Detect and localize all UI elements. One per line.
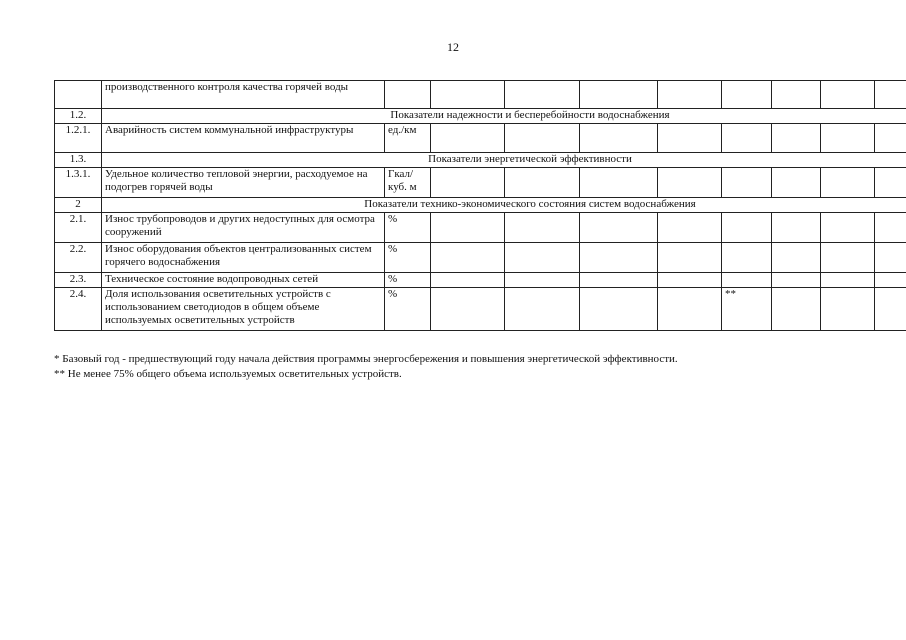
value-cell [505, 288, 580, 331]
footnote-lighting: ** Не менее 75% общего объема используемых осветительных устройств. [54, 368, 402, 380]
value-cell [772, 243, 821, 273]
indicator-name: Удельное количество тепловой энергии, расходуемое на подогрев горячей воды [102, 168, 385, 198]
unit-cell: % [385, 288, 431, 331]
row-number: 1.3.1. [55, 168, 102, 198]
value-cell [772, 81, 821, 109]
value-cell [505, 213, 580, 243]
value-cell [772, 288, 821, 331]
value-cell [722, 168, 772, 198]
table-row [55, 243, 906, 273]
section-number: 1.2. [55, 109, 102, 124]
value-cell [505, 243, 580, 273]
value-cell [772, 168, 821, 198]
table-row [55, 168, 906, 198]
indicator-name: Доля использования осветительных устройств с использованием светодиодов в общем объеме используемых осветительных устройств [102, 288, 385, 331]
value-cell [821, 288, 875, 331]
row-number: 2.1. [55, 213, 102, 243]
indicator-name: Износ оборудования объектов централизованных систем горячего водоснабжения [102, 243, 385, 273]
table-row [55, 288, 906, 331]
page-number: 12 [447, 40, 459, 54]
value-cell [821, 168, 875, 198]
row-number: 2.3. [55, 273, 102, 288]
table-row [55, 213, 906, 243]
value-cell [821, 213, 875, 243]
value-cell [722, 273, 772, 288]
value-cell [580, 81, 658, 109]
indicator-name: производственного контроля качества горячей воды [102, 81, 385, 109]
table-row [55, 273, 906, 288]
value-cell [431, 168, 505, 198]
section-title: Показатели энергетической эффективности [102, 153, 906, 168]
value-cell [431, 273, 505, 288]
value-cell [722, 81, 772, 109]
section-row [55, 198, 906, 213]
footnote-base-year: * Базовый год - предшествующий году начала действия программы энергосбережения и повышения энергетической эффективности. [54, 353, 678, 365]
value-cell [580, 124, 658, 153]
value-cell [821, 273, 875, 288]
unit-cell: % [385, 273, 431, 288]
section-title: Показатели технико-экономического состояния систем водоснабжения [102, 198, 906, 213]
value-cell [580, 213, 658, 243]
value-cell [431, 288, 505, 331]
value-cell [505, 124, 580, 153]
value-cell [431, 124, 505, 153]
value-cell [722, 213, 772, 243]
value-cell [658, 243, 722, 273]
row-number: 2.2. [55, 243, 102, 273]
value-cell [658, 273, 722, 288]
value-cell [875, 273, 906, 288]
table-row [55, 124, 906, 153]
value-cell [505, 273, 580, 288]
value-cell [722, 243, 772, 273]
value-cell [772, 213, 821, 243]
row-number: 2.4. [55, 288, 102, 331]
section-row [55, 153, 906, 168]
value-cell [658, 81, 722, 109]
value-cell [722, 124, 772, 153]
value-cell [580, 243, 658, 273]
value-cell [505, 168, 580, 198]
value-cell [875, 243, 906, 273]
section-row [55, 109, 906, 124]
unit-cell [385, 81, 431, 109]
value-cell [580, 168, 658, 198]
value-cell [505, 81, 580, 109]
value-cell [821, 243, 875, 273]
value-cell-footnote-mark: ** [722, 288, 772, 331]
value-cell [658, 168, 722, 198]
section-number: 2 [55, 198, 102, 213]
row-number [55, 81, 102, 109]
value-cell [875, 124, 906, 153]
unit-cell: Гкал/ куб. м [385, 168, 431, 198]
value-cell [875, 213, 906, 243]
value-cell [431, 243, 505, 273]
value-cell [431, 81, 505, 109]
value-cell [875, 288, 906, 331]
value-cell [821, 124, 875, 153]
unit-cell: % [385, 243, 431, 273]
indicators-table [54, 80, 906, 331]
value-cell [431, 213, 505, 243]
value-cell [580, 288, 658, 331]
value-cell [875, 81, 906, 109]
value-cell [875, 168, 906, 198]
value-cell [772, 124, 821, 153]
table-row [55, 81, 906, 109]
indicator-name: Износ трубопроводов и других недоступных для осмотра сооружений [102, 213, 385, 243]
value-cell [580, 273, 658, 288]
section-title: Показатели надежности и бесперебойности водоснабжения [102, 109, 906, 124]
unit-cell: % [385, 213, 431, 243]
value-cell [658, 213, 722, 243]
indicator-name: Аварийность систем коммунальной инфраструктуры [102, 124, 385, 153]
indicator-name: Техническое состояние водопроводных сетей [102, 273, 385, 288]
value-cell [772, 273, 821, 288]
unit-cell: ед./км [385, 124, 431, 153]
value-cell [658, 124, 722, 153]
footnotes [54, 352, 678, 382]
value-cell [821, 81, 875, 109]
row-number: 1.2.1. [55, 124, 102, 153]
section-number: 1.3. [55, 153, 102, 168]
value-cell [658, 288, 722, 331]
